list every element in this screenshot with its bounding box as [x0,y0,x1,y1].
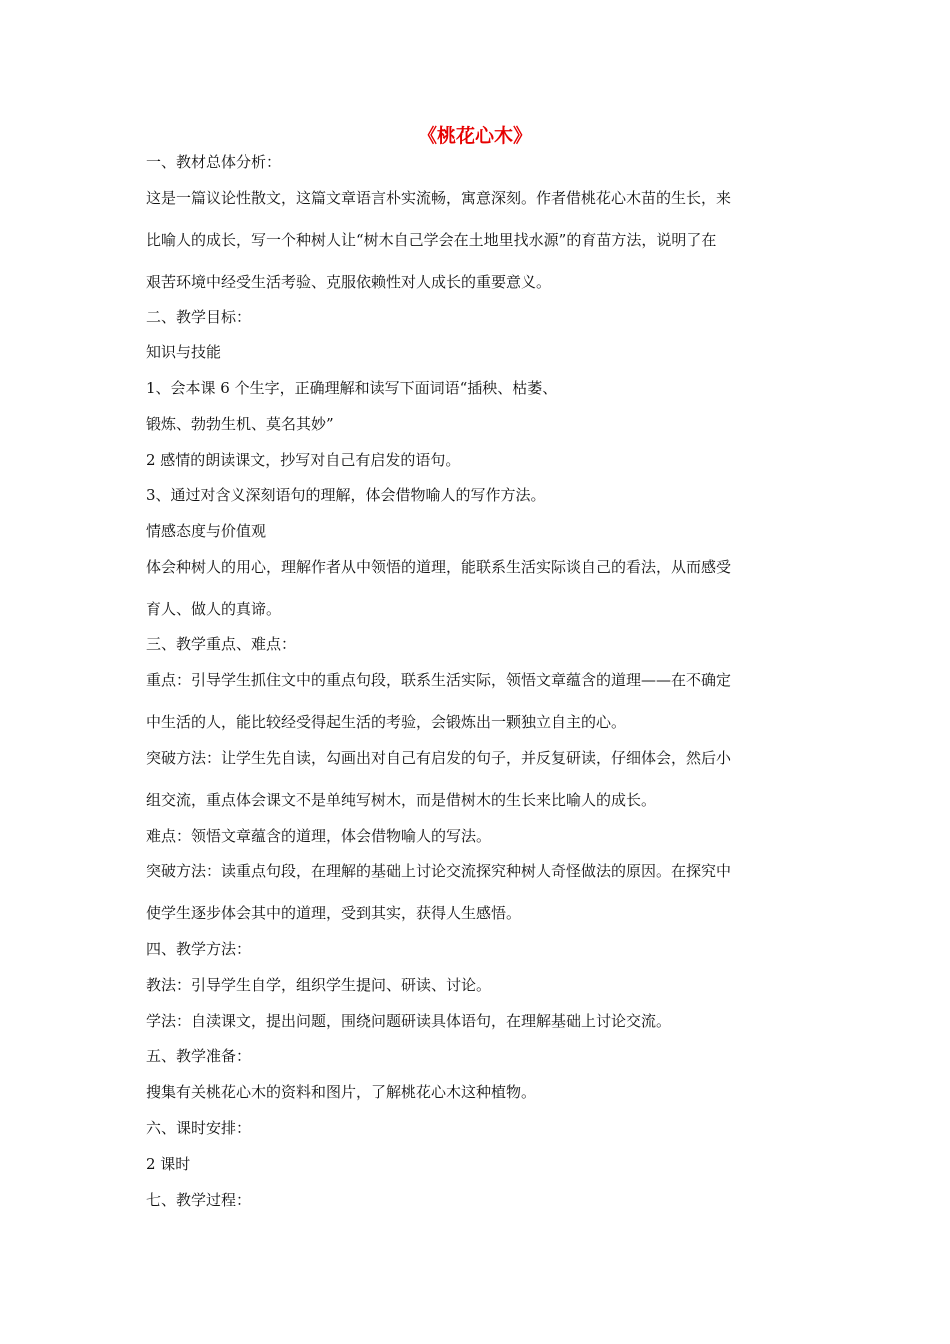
paragraph-line: 中生活的人，能比较经受得起生活的考验，会锻炼出一颗独立自主的心。 [146,713,627,731]
paragraph-line: 2 课时 [146,1155,191,1173]
paragraph-line: 突破方法：读重点句段，在理解的基础上讨论交流探究种树人奇怪做法的原因。在探究中 [146,862,732,880]
paragraph-line: 育人、做人的真谛。 [146,600,282,618]
list-item: 1、会本课 6 个生字，正确理解和读写下面词语“插秧、枯萎、 [146,379,558,397]
list-item-continuation: 锻炼、勃勃生机、莫名其妙” [146,415,334,433]
paragraph-line: 艰苦环境中经受生活考验、克服依赖性对人成长的重要意义。 [146,273,552,291]
section-heading-methods: 四、教学方法： [146,940,252,958]
section-heading-schedule: 六、课时安排： [146,1119,252,1137]
section-heading-analysis: 一、教材总体分析： [146,153,282,171]
paragraph-line: 重点：引导学生抓住文中的重点句段，联系生活实际，领悟文章蕴含的道理——在不确定 [146,671,732,689]
document-title: 《桃花心木》 [417,125,532,147]
list-item: 2 感情的朗读课文，抄写对自己有启发的语句。 [146,451,461,469]
paragraph-line: 这是一篇议论性散文，这篇文章语言朴实流畅，寓意深刻。作者借桃花心木苗的生长，来 [146,189,732,207]
paragraph-line: 难点：领悟文章蕴含的道理，体会借物喻人的写法。 [146,827,492,845]
paragraph-line: 使学生逐步体会其中的道理，受到其实，获得人生感悟。 [146,904,522,922]
paragraph-line: 搜集有关桃花心木的资料和图片，了解桃花心木这种植物。 [146,1083,537,1101]
paragraph-line: 学法：自渎课文，提出问题，围绕问题研读具体语句，在理解基础上讨论交流。 [146,1012,672,1030]
paragraph-line: 教法：引导学生自学，组织学生提问、研读、讨论。 [146,976,492,994]
paragraph-line: 组交流，重点体会课文不是单纯写树木，而是借树木的生长来比喻人的成长。 [146,791,657,809]
section-heading-key-points: 三、教学重点、难点： [146,635,297,653]
section-heading-preparation: 五、教学准备： [146,1047,252,1065]
subheading-attitude-values: 情感态度与价值观 [146,522,267,540]
list-item: 3、通过对含义深刻语句的理解，体会借物喻人的写作方法。 [146,486,546,504]
section-heading-process: 七、教学过程： [146,1191,252,1209]
section-heading-goals: 二、教学目标： [146,308,252,326]
paragraph-line: 比喻人的成长，写一个种树人让“树木自己学会在土地里找水源”的育苗方法，说明了在 [146,231,717,249]
subheading-knowledge-skills: 知识与技能 [146,343,222,361]
paragraph-line: 突破方法：让学生先自读，勾画出对自己有启发的句子，并反复研读，仔细体会，然后小 [146,749,732,767]
paragraph-line: 体会种树人的用心，理解作者从中领悟的道理，能联系生活实际谈自己的看法，从而感受 [146,558,732,576]
